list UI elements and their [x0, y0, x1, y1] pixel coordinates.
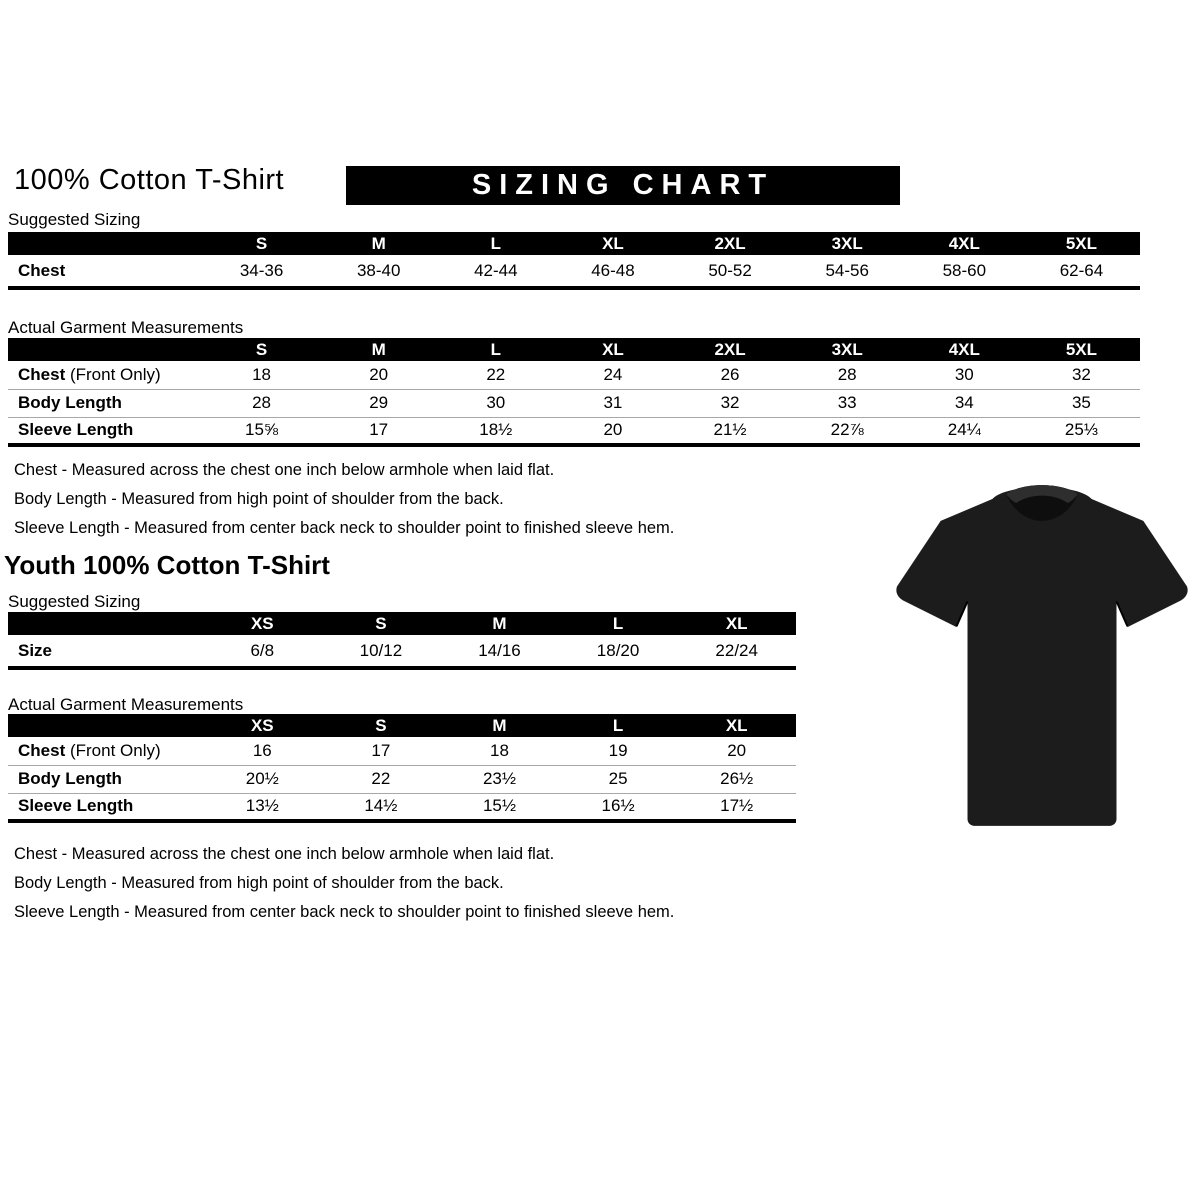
measurement-note: Sleeve Length - Measured from center back neck to shoulder point to finished sleeve hem.: [14, 903, 675, 921]
measurement-cell: 15⅝: [203, 417, 320, 445]
size-column-header: L: [559, 612, 678, 635]
header-label-spacer: [8, 714, 203, 737]
measurement-cell: 32: [1071, 364, 1091, 384]
measurement-cell: 50-52: [708, 260, 752, 280]
table-row: [8, 635, 796, 668]
measurement-cell: 28: [837, 364, 857, 384]
measurement-cell: 58-60: [942, 260, 987, 280]
size-column-header: 4XL: [906, 232, 1023, 255]
measurement-cell: 20: [369, 364, 389, 384]
row-label: Chest (Front Only): [18, 740, 161, 760]
header-row: [8, 338, 1140, 361]
header-label-spacer: [8, 612, 203, 635]
size-column-header: XS: [203, 714, 322, 737]
measurement-cell: 22/24: [715, 640, 758, 660]
measurement-cell: 14/16: [478, 640, 521, 660]
measurement-cell: 17: [320, 417, 437, 445]
size-column-header: S: [322, 714, 441, 737]
youth-actual-measurements-table: [8, 714, 796, 823]
measurement-cell: 30: [437, 389, 554, 417]
size-column-header: 3XL: [789, 338, 906, 361]
measurement-cell: 18: [252, 364, 272, 384]
adult-suggested-sizing-label: Suggested Sizing: [8, 210, 141, 229]
tshirt-body: [896, 487, 1187, 826]
measurement-cell: 38-40: [356, 260, 401, 280]
measurement-cell: 33: [789, 389, 906, 417]
table-row: [8, 389, 1140, 417]
measurement-note: Body Length - Measured from high point of shoulder from the back.: [14, 874, 504, 892]
measurement-cell: 62-64: [1059, 260, 1104, 280]
measurement-cell: 16: [252, 740, 272, 760]
size-column-header: M: [320, 232, 437, 255]
measurement-note: Body Length - Measured from high point of shoulder from the back.: [14, 490, 504, 508]
header-row: [8, 232, 1140, 255]
row-label: Sleeve Length: [8, 793, 203, 821]
header-label-spacer: [8, 338, 203, 361]
youth-suggested-sizing-label: Suggested Sizing: [8, 592, 141, 611]
size-column-header: L: [437, 232, 554, 255]
measurement-cell: 16½: [559, 793, 678, 821]
row-label: Size: [18, 640, 53, 660]
tshirt-product-image: [893, 468, 1191, 840]
adult-suggested-sizing-table: [8, 232, 1140, 290]
table-row: [8, 793, 796, 821]
measurement-cell: 34: [906, 389, 1023, 417]
measurement-cell: 13½: [203, 793, 322, 821]
measurement-cell: 20: [554, 417, 671, 445]
size-column-header: 4XL: [906, 338, 1023, 361]
adult-actual-measurements-table: [8, 338, 1140, 447]
size-column-header: 3XL: [789, 232, 906, 255]
size-column-header: 2XL: [672, 338, 789, 361]
page-title: 100% Cotton T-Shirt: [14, 164, 285, 196]
measurement-cell: 54-56: [825, 260, 869, 280]
adult-actual-measurements-label: Actual Garment Measurements: [8, 318, 244, 337]
row-label: Body Length: [8, 765, 203, 793]
size-column-header: S: [203, 338, 320, 361]
measurement-cell: 10/12: [359, 640, 403, 660]
measurement-cell: 6/8: [250, 640, 275, 660]
size-column-header: M: [320, 338, 437, 361]
measurement-cell: 22: [486, 364, 506, 384]
header-row: [8, 612, 796, 635]
size-column-header: XL: [554, 338, 671, 361]
size-column-header: XL: [677, 714, 796, 737]
table-row: [8, 255, 1140, 288]
measurement-cell: 25: [559, 765, 678, 793]
measurement-cell: 15½: [440, 793, 559, 821]
measurement-note: Sleeve Length - Measured from center back neck to shoulder point to finished sleeve hem.: [14, 519, 675, 537]
measurement-cell: 17½: [677, 793, 796, 821]
measurement-cell: 29: [320, 389, 437, 417]
measurement-cell: 32: [672, 389, 789, 417]
measurement-cell: 20: [727, 740, 747, 760]
measurement-cell: 25⅓: [1023, 417, 1140, 445]
table-row: [8, 765, 796, 793]
size-column-header: 5XL: [1023, 338, 1140, 361]
header-row: [8, 714, 796, 737]
row-label: Body Length: [8, 389, 203, 417]
measurement-cell: 34-36: [239, 260, 284, 280]
size-column-header: 5XL: [1023, 232, 1140, 255]
header-label-spacer: [8, 232, 203, 255]
measurement-cell: 22: [322, 765, 441, 793]
measurement-note: Chest - Measured across the chest one inch below armhole when laid flat.: [14, 845, 555, 863]
measurement-note: Chest - Measured across the chest one inch below armhole when laid flat.: [14, 461, 555, 479]
size-column-header: XS: [203, 612, 322, 635]
tshirt-image: [893, 468, 1191, 840]
measurement-cell: 21½: [672, 417, 789, 445]
size-column-header: 2XL: [672, 232, 789, 255]
measurement-cell: 42-44: [474, 260, 518, 280]
measurement-cell: 24: [603, 364, 623, 384]
size-column-header: M: [440, 612, 559, 635]
measurement-cell: 24¼: [906, 417, 1023, 445]
measurement-cell: 23½: [440, 765, 559, 793]
measurement-cell: 46-48: [591, 260, 635, 280]
youth-section-title: Youth 100% Cotton T-Shirt: [4, 550, 330, 580]
measurement-cell: 17: [371, 740, 391, 760]
size-column-header: S: [203, 232, 320, 255]
measurement-cell: 19: [608, 740, 628, 760]
measurement-cell: 20½: [203, 765, 322, 793]
measurement-cell: 14½: [322, 793, 441, 821]
adult-measurement-notes: [14, 456, 674, 543]
size-column-header: L: [559, 714, 678, 737]
youth-suggested-sizing-table: [8, 612, 796, 670]
measurement-cell: 31: [554, 389, 671, 417]
measurement-cell: 18½: [437, 417, 554, 445]
size-column-header: L: [437, 338, 554, 361]
measurement-cell: 30: [954, 364, 974, 384]
measurement-cell: 26½: [677, 765, 796, 793]
row-label: Chest (Front Only): [18, 364, 161, 384]
measurement-cell: 18/20: [596, 640, 640, 660]
table-row: [8, 737, 796, 765]
measurement-cell: 28: [203, 389, 320, 417]
size-column-header: XL: [677, 612, 796, 635]
size-column-header: XL: [554, 232, 671, 255]
measurement-cell: 18: [490, 740, 509, 760]
sizing-chart-banner: SIZING CHART: [346, 166, 900, 205]
size-column-header: S: [322, 612, 441, 635]
measurement-cell: 35: [1023, 389, 1140, 417]
row-label: Chest: [18, 260, 66, 280]
youth-measurement-notes: [14, 840, 674, 927]
measurement-cell: 26: [720, 364, 740, 384]
measurement-cell: 22⅞: [789, 417, 906, 445]
row-label: Sleeve Length: [8, 417, 203, 445]
table-row: [8, 361, 1140, 389]
table-row: [8, 417, 1140, 445]
size-column-header: M: [440, 714, 559, 737]
youth-actual-measurements-label: Actual Garment Measurements: [8, 695, 244, 714]
